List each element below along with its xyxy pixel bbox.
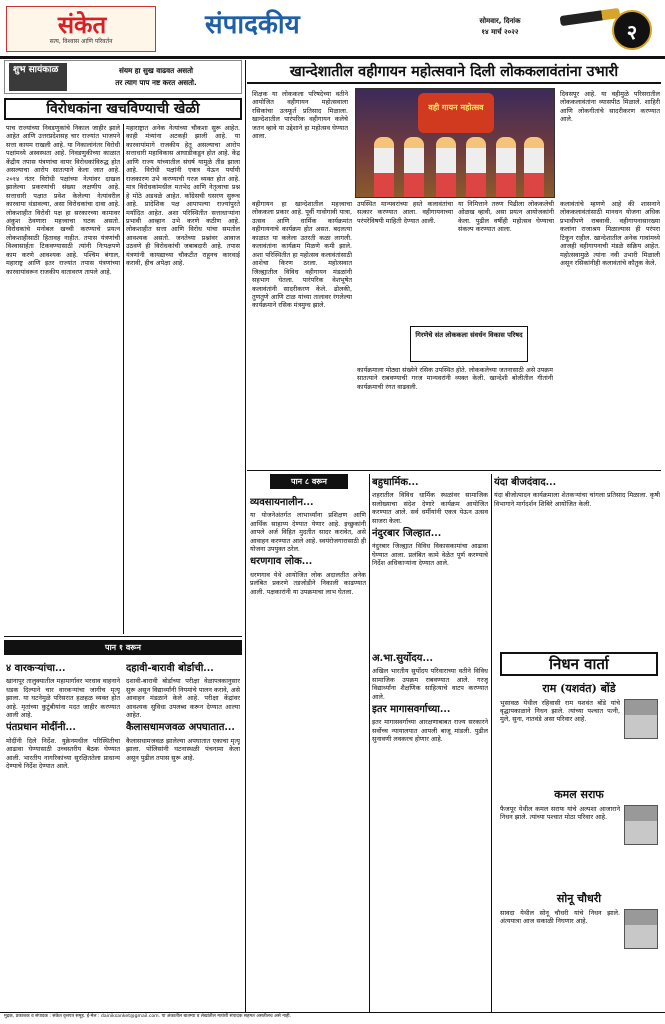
date-block <box>445 16 555 37</box>
lead-story-column-6: कलावंतांचे म्हणणे आहे की शासनाने लोककलावंतांसाठी मानधन योजना अधिक प्रभावीपणे राबवावी. वहीगायनासारख्या कलांना राजाश्रय मिळाल्यास ही परंपरा टिकून राहील. खान्देशातील अनेक गावांमध्ये आजही वहीगायनाची मंडळे सक्रिय आहेत. महोत्सवामुळे त्यांना नवी उभारी मिळाली असून रसिकांनीही कलावंतांचे कौतुक केले. <box>560 200 660 268</box>
editorial-column-1: पाच राज्यांच्या निवडणुकांचे निकाल जाहीर झाले आहेत आणि उत्तरप्रदेशसह चार राज्यांत भाजपने सत्ता कायम राखली आहे. या निकालांनंतर विरोधी पक्षांमध्ये अस्वस्थता आहे. निवडणुकीच्या काळात केंद्रीय तपास यंत्रणांचा वापर विरोधकांविरुद्ध होत असल्याचा आरोप सातत्याने केला जात आहे. २०१४ नंतर विरोधी पक्षांच्या नेत्यांवर दाखल झालेल्या प्रकरणांची संख्या लक्षणीय आहे. सत्ताधारी पक्षात प्रवेश केलेल्या नेत्यांवरील कारवाया थंडावल्या, असा विरोधकांचा दावा आहे. लोकशाहीत विरोधी पक्ष हा सरकारच्या कामावर अंकुश ठेवणारा महत्त्वाचा घटक असतो. विरोधकांचे मनोबल खच्ची करण्याचे प्रयत्न लोकशाहीसाठी हितावह नाहीत. तपास यंत्रणांची विश्वासार्हता टिकवण्यासाठी त्यांनी निःपक्षपणे काम करणे आवश्यक आहे. पश्चिम बंगाल, महाराष्ट्र आणि इतर राज्यांत तपास यंत्रणांच्या कारवायांवरून राजकीय वातावरण तापले आहे. <box>6 124 120 276</box>
logo-tagline: सत्य, विश्वास आणि परिवर्तन <box>49 38 113 45</box>
lead-story-column-5: या निमित्ताने तरुण पिढीला लोककलेची ओळख व्हावी, असा प्रयत्न आयोजकांनी केला. पुढील वर्षीही महोत्सव घेण्याचा संकल्प करण्यात आला. <box>458 200 554 234</box>
organizer-box: गिरणेचे संत लोककला संवर्धन विकास परिषद <box>410 326 528 362</box>
section-divider <box>245 60 246 1012</box>
portrait-photo <box>624 805 658 845</box>
continued-column-4 <box>372 474 488 644</box>
obituary-title: निधन वार्ता <box>500 652 658 676</box>
story-headline: यंदा बीजदंवाद... <box>494 477 557 488</box>
performer-figure <box>466 137 486 197</box>
masthead <box>0 0 665 58</box>
lead-story-column-2: दिवसपूर आहे. या वहीमुळे परिसरातील लोककलावंतांना व्यासपीठ मिळाले. शाहिरी आणि लोकगीतांचे सादरीकरण करण्यात आले. <box>560 90 660 124</box>
thought-text <box>75 65 237 88</box>
story-headline: इतर मागासवर्गाच्या... <box>372 704 451 715</box>
story-headline: ४ वारकऱ्यांचा... <box>6 663 66 674</box>
obituary-entry <box>500 788 658 888</box>
date-label: १४ मार्च २०२२ <box>481 27 519 36</box>
story-headline: अ.भा.सुर्योदय... <box>372 653 433 664</box>
obituary-text: भुसावळ येथील रहिवासी राम यशवंत बोंडे यांचे वृद्धापकाळाने निधन झाले. त्यांच्या पश्चात पत्नी, मुले, सुना, नातवंडे असा परिवार आहे. <box>500 698 620 724</box>
obituary-entry <box>500 682 658 784</box>
page-number: २ <box>612 10 652 50</box>
story-headline: पंतप्रधान मोदींनी... <box>6 722 76 734</box>
thought-line-2: तर त्याग पाप नष्ट करत असतो. <box>115 77 197 87</box>
continued-column-5 <box>494 474 660 644</box>
portrait-photo <box>624 909 658 949</box>
column-divider <box>369 474 370 1012</box>
continued-from-page-1-label: पान १ वरून <box>4 640 242 655</box>
performer-figure <box>404 137 424 197</box>
column-divider <box>491 474 492 1012</box>
story-text: नंदुरबार जिल्ह्यात विविध विकासकामांचा आढावा घेण्यात आला. प्रलंबित कामे वेळेत पूर्ण करण्याचे निर्देश अधिकाऱ्यांना देण्यात आले. <box>372 542 488 568</box>
performer-figure <box>496 137 516 197</box>
performer-figure <box>374 137 394 197</box>
continued-column-1 <box>6 660 120 1012</box>
story-headline: नंदुरबार जिल्हात... <box>372 528 442 539</box>
day-label: सोमवार, दिनांक <box>479 17 521 25</box>
lead-story-headline: खान्देशातील वहीगायन महोत्सवाने दिली लोककलावंतांना उभारी <box>247 62 661 84</box>
logo: संकेत <box>57 10 107 39</box>
thought-line-1: संयम हा सुख वाढवत असतो <box>118 66 194 75</box>
obituary-name: सोनू चौधरी <box>556 892 602 905</box>
story-text: कैलासधामजवळ झालेल्या अपघातात एकाचा मृत्यू झाला. पोलिसांनी घटनास्थळी पंचनामा केला असून पुढील तपास सुरू आहे. <box>126 736 240 762</box>
story-headline: व्यवसायनालीन... <box>250 497 314 508</box>
performer-figure <box>436 137 456 197</box>
horizontal-rule <box>247 470 661 471</box>
logo-box <box>6 6 156 52</box>
thought-box <box>4 60 242 94</box>
editorial-column-2: महाराष्ट्रात अनेक नेत्यांच्या चौकशा सुरू आहेत. काही मंत्र्यांना अटकही झाली आहे. या कारवायांमागे राजकीय हेतू असल्याचा आरोप सत्ताधारी महाविकास आघाडीकडून होत आहे. केंद्र आणि राज्य यांच्यातील संघर्ष यामुळे तीव्र झाला आहे. विरोधी पक्षांनी एकत्र येऊन पर्यायी राजकारण उभे करण्याची गरज व्यक्त होत आहे. मात्र विरोधकांमधील मतभेद आणि नेतृत्वाचा प्रश्न हे मोठे अडथळे आहेत. काँग्रेसची घसरण सुरूच आहे. प्रादेशिक पक्ष आपापल्या राज्यांपुरते मर्यादित आहेत. अशा परिस्थितीत सत्ताधाऱ्यांना प्रभावी आव्हान उभे करणे कठीण आहे. लोकशाहीत सत्ता आणि विरोध यांचा समतोल आवश्यक असतो. जनतेच्या प्रश्नांवर आवाज उठवणे ही विरोधकांची जबाबदारी आहे. तपास यंत्रणांनी कायद्याच्या चौकटीत राहूनच कारवाई करावी, हीच अपेक्षा आहे. <box>126 124 240 268</box>
story-headline: कैलासधामजवळ अपघातात... <box>126 722 235 734</box>
story-text: शहरातील विविध धार्मिक स्थळांवर सामाजिक सलोख्याचा संदेश देणारे कार्यक्रम आयोजित करण्यात आले. सर्व धर्मीयांनी एकत्र येऊन उत्सव साजरा केला. <box>372 491 488 525</box>
portrait-photo <box>624 699 658 739</box>
lead-story-column-1: शिक्षक या लोककला परिषदेच्या वतीने आयोजित वहीगायन महोत्सवाला रसिकांचा उत्स्फूर्त प्रतिसाद मिळाला. खान्देशातील पारंपरिक वहीगायन कलेचे जतन व्हावे या उद्देशाने हा महोत्सव घेण्यात आला. <box>252 90 348 141</box>
pen-icon <box>560 8 621 26</box>
column-divider <box>123 124 124 634</box>
photo-banner: वही गायन महोत्सव <box>418 93 494 133</box>
obituary-text: फैजपूर येथील कमल सराफ यांचे अल्पशा आजाराने निधन झाले. त्यांच्या पश्चात मोठा परिवार आहे. <box>500 804 620 821</box>
continued-column-6 <box>372 650 488 1014</box>
story-headline: धरणगाव लोक... <box>250 556 313 568</box>
section-title: संपादकीय <box>205 10 300 40</box>
story-text: खानापूर तालुक्यातील महामार्गावर भरधाव वाहनाने धडक दिल्याने चार वारकऱ्यांचा जागीच मृत्यू झाला. या घटनेमुळे परिसरात हळहळ व्यक्त होत आहे. मृतांच्या कुटुंबीयांना मदत जाहीर करण्यात आली आहे. <box>6 677 120 719</box>
masthead-rule <box>0 56 665 59</box>
editorial-title: विरोधकांना खचविण्याची खेळी <box>4 98 242 120</box>
story-text: धरणगाव येथे आयोजित लोक अदालतीत अनेक प्रलंबित प्रकरणे तडजोडीने निकाली काढण्यात आली. पक्षकारांनी या उपक्रमाचा लाभ घेतला. <box>250 570 366 596</box>
continued-column-3 <box>250 494 366 1014</box>
story-text: अखिल भारतीय सुर्योदय परिवाराच्या वतीने विविध सामाजिक उपक्रम राबवण्यात आले. गरजू विद्यार्थ्यांना शैक्षणिक साहित्याचे वाटप करण्यात आले. <box>372 667 488 701</box>
horizontal-rule <box>4 636 242 637</box>
story-headline: दहावी-बारावी बोर्डाची... <box>126 663 214 674</box>
thought-title: शुभ सायंकाळ <box>9 63 67 91</box>
performer-figure <box>524 137 544 197</box>
imprint-footer: मुद्रक, प्रकाशक व संपादक : संकेत वृत्तपत्र समूह. ई-मेल : dainiksanket@gmail.com. या अंकातील बातम्या व लेखांतील मतांशी संपादक सहमत असतीलच असे नाही. <box>0 1012 665 1024</box>
festival-photo <box>355 88 555 198</box>
obituary-text: सावदा येथील सोनू चौधरी यांचे निधन झाले. अंत्ययात्रा आज सकाळी निघणार आहे. <box>500 908 620 925</box>
story-text: या योजनेअंतर्गत लाभार्थ्यांना प्रशिक्षण आणि आर्थिक साहाय्य देण्यात येणार आहे. इच्छुकांनी आपले अर्ज विहित मुदतीत सादर करावेत, असे आवाहन करण्यात आले आहे. स्वयंरोजगारासाठी ही योजना उपयुक्त ठरेल. <box>250 511 366 553</box>
obituary-name: कमल सराफ <box>554 788 604 801</box>
story-headline: बहुधार्मिक... <box>372 477 419 488</box>
continued-from-page-8-label: पान ८ वरून <box>270 474 348 489</box>
lead-story-column-7: कार्यक्रमाला मोठ्या संख्येने रसिक उपस्थित होते. लोककलेच्या जतनासाठी असे उपक्रम सातत्याने राबवण्याची गरज मान्यवरांनी व्यक्त केली. खान्देशी बोलीतील गीतांनी कार्यक्रमाची रंगत वाढवली. <box>357 366 553 391</box>
obituary-entry <box>500 892 658 1010</box>
lead-story-column-4: उपस्थित मान्यवरांच्या हस्ते कलावंतांचा सत्कार करण्यात आला. वहीगायनाच्या परंपरेविषयी माहिती देण्यात आली. <box>357 200 453 225</box>
story-text: मोदींनी दिले निर्देश. युक्रेनमधील परिस्थितीचा आढावा घेण्यासाठी उच्चस्तरीय बैठक घेण्यात आली. भारतीय नागरिकांच्या सुरक्षिततेला प्राधान्य देण्याचे निर्देश देण्यात आले. <box>6 736 120 770</box>
story-text: इतर मागासवर्गाच्या आरक्षणाबाबत राज्य सरकारने सर्वोच्च न्यायालयात आपली बाजू मांडली. पुढील सुनावणी लवकरच होणार आहे. <box>372 718 488 744</box>
story-text: यंदा बीजोत्पादन कार्यक्रमाला शेतकऱ्यांचा चांगला प्रतिसाद मिळाला. कृषी विभागाने मार्गदर्शन शिबिरे आयोजित केली. <box>494 491 660 508</box>
lead-story-column-3: वहीगायन हा खान्देशातील महत्त्वाचा लोककला प्रकार आहे. पूर्वी गावोगावी यात्रा, उत्सव आणि धार्मिक कार्यक्रमांत वहीगायनाचे कार्यक्रम होत असत. बदलत्या काळात या कलेला उतरती कळा लागली. कलावंतांना कार्यक्रम मिळणे कमी झाले. अशा परिस्थितीत हा महोत्सव कलावंतांसाठी आशेचा किरण ठरला. महोत्सवात जिल्ह्यातील विविध वहीगायन मंडळांनी सहभाग घेतला. पारंपरिक वेशभूषेत कलावंतांनी सादरीकरण केले. ढोलकी, तुणतुणे आणि टाळ यांच्या तालावर रंगलेल्या कार्यक्रमाने रसिक मंत्रमुग्ध झाले. <box>252 200 352 310</box>
continued-column-2 <box>126 660 240 1012</box>
story-text: दशावी-बारावी बोर्डाच्या परीक्षा वेळापत्रकानुसार सुरू असून विद्यार्थ्यांनी नियमांचे पालन करावे, असे आवाहन मंडळाने केले आहे. परीक्षा केंद्रांवर आवश्यक सुविधा उपलब्ध करून देण्यात आल्या आहेत. <box>126 677 240 719</box>
obituary-name: राम (यशवंत) बोंडे <box>542 682 616 695</box>
